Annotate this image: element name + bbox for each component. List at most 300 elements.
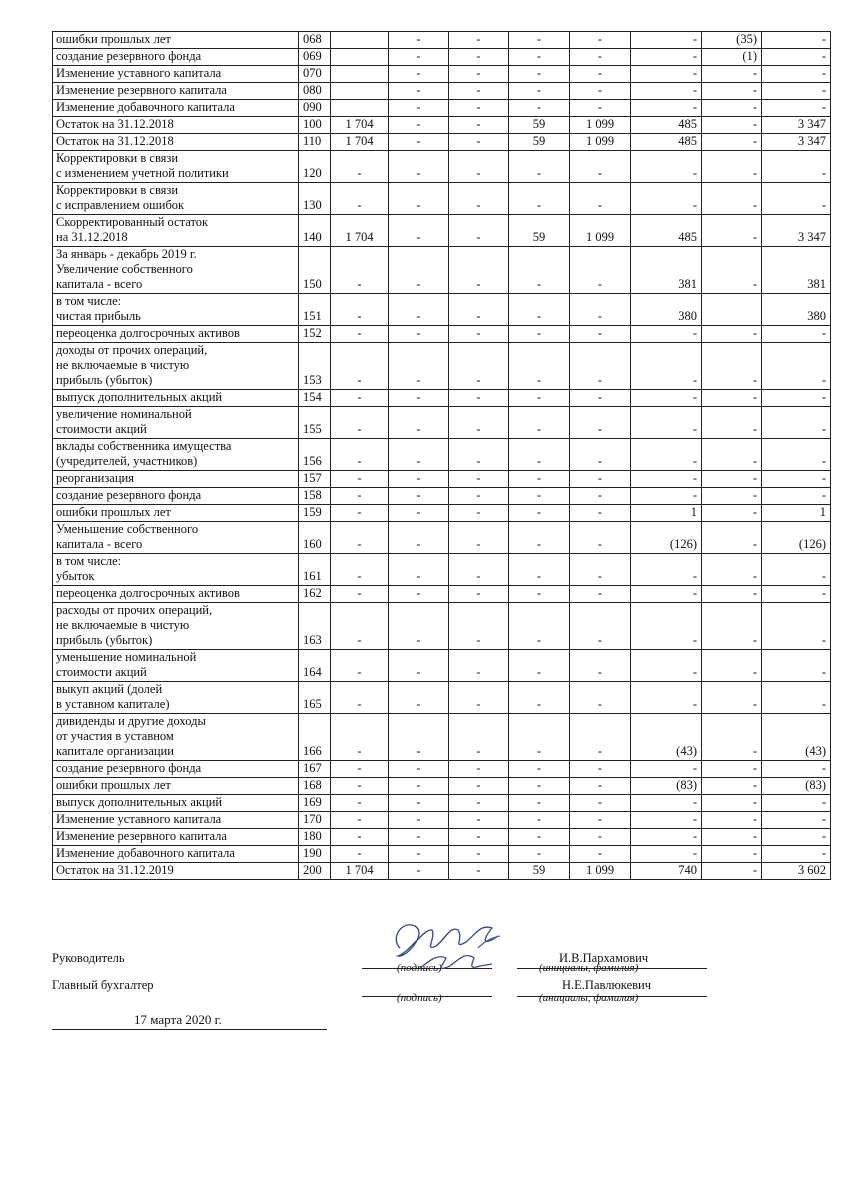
value-cell: - [389,100,449,117]
value-cell: 1 [631,505,702,522]
value-cell: - [389,761,449,778]
row-label: Корректировки в связи с изменением учетной политики [53,151,299,183]
value-cell: 1 099 [570,215,631,247]
value-cell: - [331,778,389,795]
value-cell: 3 602 [762,863,831,880]
row-code: 160 [299,522,331,554]
value-cell: - [762,343,831,390]
row-code: 168 [299,778,331,795]
value-cell: - [702,863,762,880]
value-cell: - [331,247,389,294]
row-code: 162 [299,586,331,603]
value-cell: - [389,326,449,343]
value-cell: - [570,505,631,522]
value-cell: - [762,650,831,682]
value-cell: - [570,100,631,117]
table-row [53,343,831,390]
row-label: доходы от прочих операций, не включаемые в чистую прибыль (убыток) [53,343,299,390]
value-cell: - [509,407,570,439]
row-code: 130 [299,183,331,215]
value-cell: - [449,32,509,49]
value-cell: - [509,603,570,650]
value-cell: - [449,471,509,488]
value-cell: - [702,603,762,650]
row-code: 180 [299,829,331,846]
value-cell: - [762,49,831,66]
row-label: реорганизация [53,471,299,488]
table-row [53,117,831,134]
value-cell: - [331,603,389,650]
value-cell [331,49,389,66]
value-cell: - [631,650,702,682]
value-cell: - [389,247,449,294]
value-cell: - [449,812,509,829]
row-code: 154 [299,390,331,407]
value-cell: - [449,151,509,183]
value-cell: - [509,343,570,390]
equity-statement [52,31,830,880]
value-cell: (126) [631,522,702,554]
value-cell: 380 [762,294,831,326]
row-code: 156 [299,439,331,471]
value-cell: - [509,795,570,812]
table-row [53,846,831,863]
head-name-caption: (инициалы, фамилия) [539,962,639,974]
value-cell: 380 [631,294,702,326]
table-row [53,650,831,682]
row-label: Изменение добавочного капитала [53,100,299,117]
value-cell: 485 [631,117,702,134]
row-label: Уменьшение собственного капитала - всего [53,522,299,554]
value-cell: - [762,83,831,100]
row-code: 164 [299,650,331,682]
value-cell: - [570,247,631,294]
table-row [53,49,831,66]
row-code: 169 [299,795,331,812]
value-cell: - [449,682,509,714]
value-cell: - [331,390,389,407]
value-cell: - [449,554,509,586]
row-code: 165 [299,682,331,714]
row-code: 090 [299,100,331,117]
value-cell: - [631,682,702,714]
value-cell: - [389,714,449,761]
value-cell: - [449,83,509,100]
value-cell: - [389,215,449,247]
value-cell: - [631,603,702,650]
value-cell: - [762,471,831,488]
value-cell: 740 [631,863,702,880]
handwritten-signature [380,908,520,988]
value-cell: - [389,83,449,100]
row-label: Остаток на 31.12.2018 [53,117,299,134]
table-row [53,488,831,505]
value-cell: - [389,812,449,829]
value-cell: - [389,117,449,134]
value-cell: - [570,586,631,603]
value-cell: - [509,326,570,343]
value-cell: - [702,247,762,294]
row-code: 151 [299,294,331,326]
value-cell: - [762,682,831,714]
table-row [53,761,831,778]
row-code: 170 [299,812,331,829]
value-cell: - [389,32,449,49]
row-label: в том числе: чистая прибыль [53,294,299,326]
value-cell: - [449,183,509,215]
table-row [53,183,831,215]
row-code: 068 [299,32,331,49]
value-cell: - [762,326,831,343]
value-cell: - [631,407,702,439]
row-label: выкуп акций (долей в уставном капитале) [53,682,299,714]
value-cell: - [389,407,449,439]
value-cell: - [509,522,570,554]
value-cell: - [570,682,631,714]
value-cell: - [449,134,509,151]
value-cell: - [509,471,570,488]
row-code: 100 [299,117,331,134]
value-cell: - [509,650,570,682]
value-cell: - [449,326,509,343]
row-code: 153 [299,343,331,390]
value-cell: - [702,390,762,407]
value-cell: - [389,488,449,505]
value-cell: - [331,846,389,863]
row-label: дивиденды и другие доходы от участия в уставном капитале организации [53,714,299,761]
value-cell: - [331,407,389,439]
row-label: выпуск дополнительных акций [53,795,299,812]
value-cell: - [509,488,570,505]
value-cell: - [570,471,631,488]
table-row [53,66,831,83]
row-label: выпуск дополнительных акций [53,390,299,407]
value-cell: - [570,650,631,682]
row-code: 120 [299,151,331,183]
value-cell: - [702,151,762,183]
date-line [52,1029,327,1030]
value-cell: - [449,863,509,880]
row-label: Корректировки в связи с исправлением ошибок [53,183,299,215]
value-cell: - [389,294,449,326]
value-cell: 3 347 [762,117,831,134]
value-cell: - [509,439,570,471]
value-cell: - [331,471,389,488]
value-cell: - [762,812,831,829]
row-code: 166 [299,714,331,761]
value-cell: - [389,49,449,66]
value-cell: 59 [509,863,570,880]
value-cell: - [389,183,449,215]
value-cell: - [449,714,509,761]
value-cell: - [570,390,631,407]
value-cell: - [389,390,449,407]
value-cell: - [570,294,631,326]
table-row [53,554,831,586]
value-cell: 1 099 [570,134,631,151]
value-cell: - [570,151,631,183]
value-cell: - [631,829,702,846]
row-label: Остаток на 31.12.2019 [53,863,299,880]
table-row [53,778,831,795]
value-cell: - [762,439,831,471]
value-cell: - [509,586,570,603]
accountant-name-caption: (инициалы, фамилия) [539,992,639,1004]
value-cell: - [570,603,631,650]
value-cell: - [570,343,631,390]
value-cell: - [331,488,389,505]
row-code: 190 [299,846,331,863]
value-cell: - [631,151,702,183]
accountant-label: Главный бухгалтер [52,978,154,992]
value-cell: - [570,407,631,439]
value-cell: - [702,586,762,603]
value-cell: - [331,650,389,682]
value-cell: - [449,215,509,247]
value-cell: - [509,66,570,83]
value-cell: - [631,66,702,83]
value-cell: - [570,83,631,100]
value-cell: - [702,829,762,846]
value-cell: 1 099 [570,117,631,134]
row-label: создание резервного фонда [53,488,299,505]
value-cell: - [702,761,762,778]
value-cell: 3 347 [762,134,831,151]
table-row [53,471,831,488]
table-row [53,505,831,522]
value-cell: - [570,326,631,343]
value-cell: - [702,714,762,761]
value-cell: - [509,247,570,294]
row-label: вклады собственника имущества (учредителей, участников) [53,439,299,471]
value-cell: - [509,294,570,326]
row-code: 159 [299,505,331,522]
value-cell: - [449,650,509,682]
value-cell: - [389,586,449,603]
value-cell: - [702,682,762,714]
value-cell: - [389,846,449,863]
value-cell: - [631,471,702,488]
value-cell: - [331,586,389,603]
head-label: Руководитель [52,951,125,965]
value-cell: (43) [762,714,831,761]
value-cell: 59 [509,215,570,247]
value-cell: - [331,795,389,812]
value-cell: - [702,778,762,795]
value-cell: 1 704 [331,215,389,247]
row-label: расходы от прочих операций, не включаемые в чистую прибыль (убыток) [53,603,299,650]
value-cell: (1) [702,49,762,66]
row-code: 140 [299,215,331,247]
row-label: ошибки прошлых лет [53,32,299,49]
table-row [53,151,831,183]
value-cell: - [762,183,831,215]
row-code: 110 [299,134,331,151]
row-label: Скорректированный остаток на 31.12.2018 [53,215,299,247]
row-code: 080 [299,83,331,100]
row-label: Изменение уставного капитала [53,812,299,829]
value-cell: - [509,49,570,66]
value-cell: - [331,714,389,761]
value-cell: - [762,795,831,812]
value-cell: - [631,846,702,863]
value-cell: - [509,812,570,829]
value-cell: - [631,343,702,390]
row-label: Изменение резервного капитала [53,829,299,846]
value-cell: - [631,554,702,586]
value-cell: 1 704 [331,863,389,880]
value-cell: - [762,100,831,117]
table-row [53,714,831,761]
row-code: 200 [299,863,331,880]
value-cell: - [570,439,631,471]
value-cell [331,32,389,49]
value-cell: - [702,471,762,488]
value-cell: - [509,554,570,586]
value-cell: - [509,761,570,778]
value-cell: 3 347 [762,215,831,247]
value-cell: - [389,603,449,650]
value-cell: 59 [509,117,570,134]
table-row [53,682,831,714]
value-cell: - [449,117,509,134]
value-cell: - [570,554,631,586]
value-cell: - [702,83,762,100]
row-label: уменьшение номинальной стоимости акций [53,650,299,682]
table-row [53,294,831,326]
value-cell: - [449,846,509,863]
table-row [53,100,831,117]
row-label: переоценка долгосрочных активов [53,326,299,343]
value-cell: - [631,326,702,343]
row-code: 167 [299,761,331,778]
row-code: 163 [299,603,331,650]
table-row [53,390,831,407]
value-cell: - [449,407,509,439]
value-cell: - [389,863,449,880]
value-cell [331,66,389,83]
value-cell: - [762,32,831,49]
value-cell: - [449,343,509,390]
value-cell: - [702,66,762,83]
value-cell: - [509,183,570,215]
value-cell: - [570,829,631,846]
value-cell [331,83,389,100]
value-cell: - [509,778,570,795]
value-cell: - [389,795,449,812]
table-row [53,795,831,812]
value-cell: - [702,812,762,829]
row-label: создание резервного фонда [53,49,299,66]
table-row [53,812,831,829]
row-code: 070 [299,66,331,83]
value-cell: - [631,32,702,49]
value-cell: - [570,522,631,554]
head-sign-caption: (подпись) [397,962,442,974]
row-code: 158 [299,488,331,505]
value-cell: 485 [631,215,702,247]
value-cell: - [631,390,702,407]
value-cell: - [762,586,831,603]
value-cell: - [331,761,389,778]
value-cell: - [449,829,509,846]
value-cell: (35) [702,32,762,49]
table-row [53,32,831,49]
value-cell: - [631,586,702,603]
table-row [53,522,831,554]
value-cell: - [570,714,631,761]
value-cell: - [389,682,449,714]
value-cell: - [389,471,449,488]
value-cell: - [449,439,509,471]
value-cell: 485 [631,134,702,151]
value-cell: - [331,505,389,522]
value-cell: - [762,846,831,863]
value-cell: 381 [762,247,831,294]
row-label: в том числе: убыток [53,554,299,586]
value-cell: - [762,761,831,778]
row-code: 150 [299,247,331,294]
value-cell: - [449,795,509,812]
value-cell: - [331,326,389,343]
row-label: увеличение номинальной стоимости акций [53,407,299,439]
value-cell: - [331,829,389,846]
value-cell: - [331,343,389,390]
value-cell: - [762,390,831,407]
table-row [53,863,831,880]
value-cell: - [449,488,509,505]
value-cell: - [762,603,831,650]
value-cell: - [570,778,631,795]
value-cell: - [509,32,570,49]
value-cell: - [449,390,509,407]
value-cell: - [762,66,831,83]
value-cell: - [449,100,509,117]
value-cell: - [702,215,762,247]
value-cell: - [509,505,570,522]
value-cell: - [702,183,762,215]
row-label: Изменение резервного капитала [53,83,299,100]
value-cell: 59 [509,134,570,151]
value-cell: - [389,134,449,151]
value-cell: - [449,761,509,778]
accountant-sign-caption: (подпись) [397,992,442,1004]
value-cell: - [449,586,509,603]
value-cell: - [570,66,631,83]
table-row [53,247,831,294]
value-cell: - [631,183,702,215]
row-code: 069 [299,49,331,66]
value-cell: (83) [631,778,702,795]
value-cell: - [449,294,509,326]
value-cell: - [389,66,449,83]
value-cell: - [702,488,762,505]
table-row [53,439,831,471]
value-cell: - [389,505,449,522]
value-cell: - [570,49,631,66]
row-code: 152 [299,326,331,343]
value-cell: - [702,134,762,151]
value-cell: - [631,49,702,66]
value-cell: - [449,778,509,795]
value-cell: - [570,812,631,829]
value-cell [331,100,389,117]
table-row [53,586,831,603]
table-row [53,134,831,151]
value-cell: 1 704 [331,117,389,134]
value-cell: - [331,522,389,554]
value-cell: - [702,505,762,522]
